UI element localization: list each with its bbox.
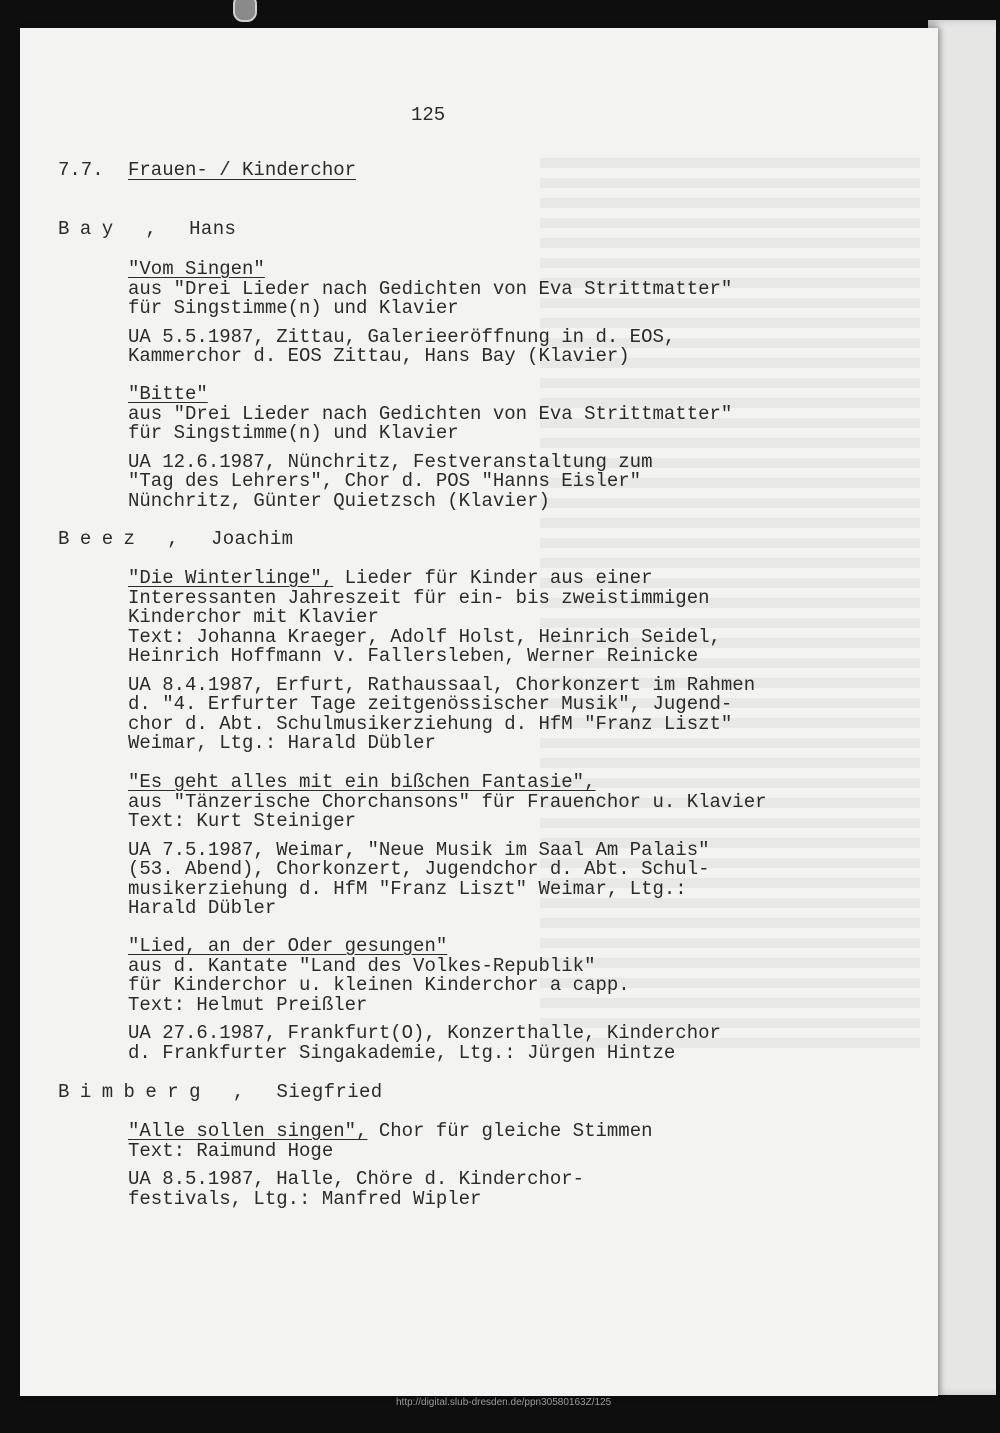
work-description-line: aus "Drei Lieder nach Gedichten von Eva Strittmatter" [128, 402, 733, 425]
work-description-line: Text: Helmut Preißler [128, 993, 368, 1016]
composer-heading [58, 530, 293, 550]
work-description-line: für Kinderchor u. kleinen Kinderchor a capp. [128, 974, 630, 996]
back-page-edge [928, 20, 996, 1395]
document-page [20, 28, 938, 1396]
work-entry [128, 1122, 818, 1209]
work-title: "Es geht alles mit ein bißchen Fantasie", [128, 771, 596, 793]
work-title: "Bitte" [128, 383, 208, 405]
binding-ring [233, 0, 257, 22]
work-title-rest: Lieder für Kinder aus einer [333, 567, 653, 589]
work-entry [128, 385, 818, 511]
performance-line: Harald Dübler [128, 897, 277, 919]
work-entry [128, 937, 818, 1063]
composer-surname: Bimberg , [58, 1081, 255, 1103]
work-description-line: für Singstimme(n) und Klavier [128, 297, 459, 319]
work-description-line: für Singstimme(n) und Klavier [128, 422, 459, 444]
performance-line: UA 12.6.1987, Nünchritz, Festveranstaltung zum [128, 450, 653, 473]
composer-heading [58, 220, 236, 240]
work-title: "Die Winterlinge", [128, 567, 334, 589]
composer-given-name: Joachim [210, 528, 294, 550]
performance-line: Nünchritz, Günter Quietzsch (Klavier) [128, 489, 550, 512]
composer-heading [58, 1083, 383, 1103]
work-description-line: aus d. Kantate "Land des Volkes-Republik" [128, 954, 596, 977]
performance-line: (53. Abend), Chorkonzert, Jugendchor d. Abt. Schul- [128, 858, 710, 880]
composer-surname: Bay , [58, 218, 168, 240]
work-title: "Vom Singen" [128, 258, 265, 280]
composer-surname: Beez , [58, 528, 190, 550]
work-description-line: Text: Johanna Kraeger, Adolf Holst, Heinrich Seidel, [128, 625, 721, 648]
section-number: 7.7. [58, 159, 104, 181]
work-title: "Lied, an der Oder gesungen" [128, 935, 448, 957]
performance-line: UA 8.4.1987, Erfurt, Rathaussaal, Chorkonzert im Rahmen [128, 673, 756, 696]
performance-line: Weimar, Ltg.: Harald Dübler [128, 732, 436, 754]
work-entry [128, 260, 818, 367]
performance-line: musikerziehung d. HfM "Franz Liszt" Weimar, Ltg.: [128, 877, 687, 900]
performance-line: Kammerchor d. EOS Zittau, Hans Bay (Klavier) [128, 345, 630, 367]
work-description-line: aus "Drei Lieder nach Gedichten von Eva Strittmatter" [128, 277, 733, 300]
work-title-rest: Chor für gleiche Stimmen [367, 1120, 653, 1142]
work-description-line: Heinrich Hoffmann v. Fallersleben, Werner Reinicke [128, 645, 699, 667]
performance-line: UA 7.5.1987, Weimar, "Neue Musik im Saal Am Palais" [128, 838, 710, 861]
work-title: "Alle sollen singen", [128, 1120, 368, 1142]
performance-line: chor d. Abt. Schulmusikerziehung d. HfM "Franz Liszt" [128, 712, 733, 735]
work-description-line: Kinderchor mit Klavier [128, 606, 379, 628]
work-description-line: aus "Tänzerische Chorchansons" für Frauenchor u. Klavier [128, 790, 767, 813]
performance-line: UA 5.5.1987, Zittau, Galerieeröffnung in d. EOS, [128, 325, 676, 348]
work-description-line: Text: Kurt Steiniger [128, 810, 357, 832]
performance-line: UA 8.5.1987, Halle, Chöre d. Kinderchor- [128, 1168, 585, 1190]
performance-line: d. "4. Erfurter Tage zeitgenössischer Musik", Jugend- [128, 693, 733, 715]
section-title: Frauen- / Kinderchor [128, 159, 357, 181]
performance-line: d. Frankfurter Singakademie, Ltg.: Jürgen Hintze [128, 1041, 676, 1064]
composer-given-name: Siegfried [276, 1081, 383, 1103]
composer-given-name: Hans [189, 218, 237, 240]
performance-line: UA 27.6.1987, Frankfurt(O), Konzerthalle, Kinderchor [128, 1022, 721, 1044]
work-entry [128, 773, 818, 919]
work-description-line: Text: Raimund Hoge [128, 1139, 334, 1162]
performance-line: "Tag des Lehrers", Chor d. POS "Hanns Eisler" [128, 470, 642, 492]
page-number: 125 [411, 104, 446, 126]
work-entry [128, 569, 818, 754]
work-description-line: Interessanten Jahreszeit für ein- bis zweistimmigen [128, 586, 710, 609]
source-url: http://digital.slub-dresden.de/ppn30580163Z/125 [396, 1397, 612, 1408]
performance-line: festivals, Ltg.: Manfred Wipler [128, 1187, 482, 1210]
